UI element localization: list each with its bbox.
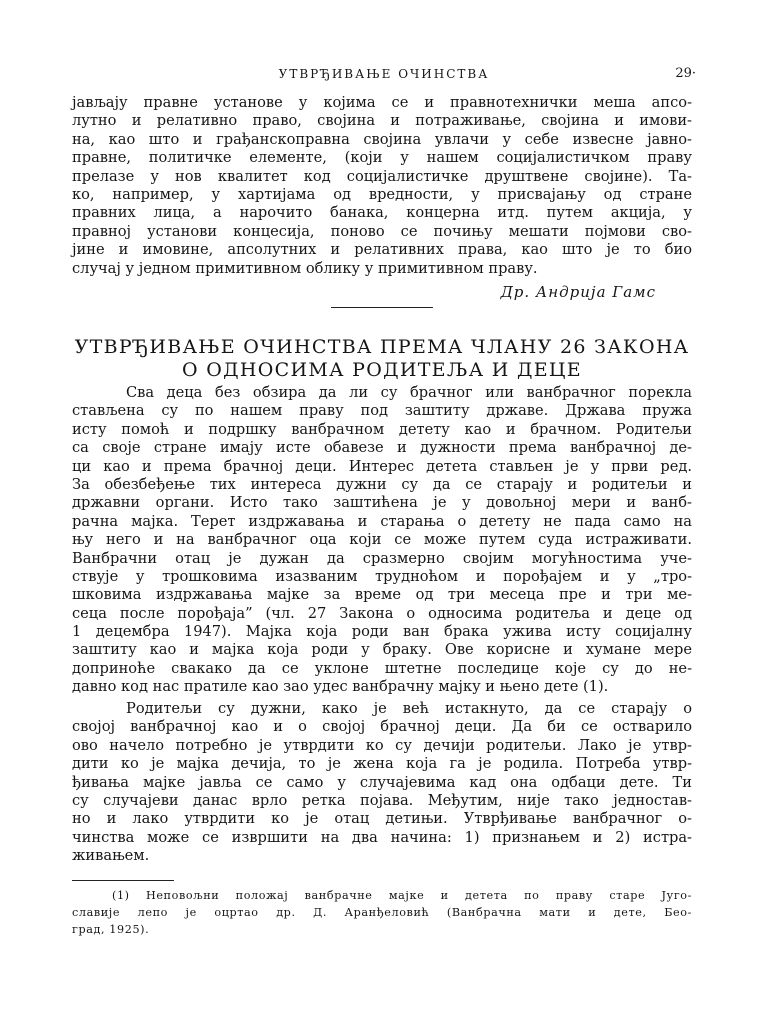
text-line: правних лица, а нарочито банака, концерна итд. путем акција, у bbox=[72, 204, 692, 222]
paragraph-2 bbox=[72, 700, 692, 866]
text-line: рачна мајка. Терет издржавања и старања о детету не пада само на bbox=[72, 512, 692, 530]
text-line: Сва деца без обзира да ли су брачног или ванбрачног порекла bbox=[126, 384, 692, 401]
text-line: јављају правне установе у којима се и правнотехнички меша апсо- bbox=[72, 94, 692, 111]
text-line: Родитељи су дужни, како је већ истакнуто, да се старају о bbox=[126, 700, 692, 717]
text-line: јине и имовине, апсолутних и релативних права, као што је то био bbox=[72, 241, 692, 259]
text-line: давно код нас пратиле као зао удес ванбрачну мајку и њено дете (1). bbox=[72, 678, 609, 696]
text-line: Ванбрачни отац је дужан да сразмерно својим могућностима уче- bbox=[72, 549, 692, 567]
text-line: државни органи. Исто тако заштићена је у довољној мери и ванб- bbox=[72, 494, 692, 512]
footnote bbox=[72, 887, 692, 938]
running-title: УТВРЂИВАЊЕ ОЧИНСТВА bbox=[278, 67, 490, 81]
text-line: ци као и према брачној деци. Интерес детета стављен је у први ред. bbox=[72, 457, 692, 475]
text-line: прелазе у нов квалитет код социјалистичке друштвене својине). Та- bbox=[72, 167, 692, 185]
footnote-line: град, 1925). bbox=[72, 923, 150, 936]
text-line: њу него и на ванбрачног оца који се може путем суда истраживати. bbox=[72, 531, 692, 549]
previous-article-ending bbox=[72, 94, 692, 278]
text-line: ствује у трошковима изазваним трудноћом и порођајем и у „тро- bbox=[72, 567, 692, 585]
footnote-rule bbox=[72, 880, 174, 881]
article-title bbox=[72, 336, 692, 382]
article-title-line-1: УТВРЂИВАЊЕ ОЧИНСТВА ПРЕМА ЧЛАНУ 26 ЗАКОНА bbox=[74, 336, 690, 358]
text-line: 1 децембра 1947). Мајка која роди ван брака ужива исту социјалну bbox=[72, 623, 692, 641]
text-line: са своје стране имају исте обавезе и дужности према ванбрачној де- bbox=[72, 439, 692, 457]
running-header bbox=[0, 66, 768, 84]
page-number: 29· bbox=[675, 66, 696, 81]
text-line: ко, например, у хартијама од вредности, у присвајању од стране bbox=[72, 185, 692, 203]
text-line: стављена су по нашем праву под заштиту државе. Држава пружа bbox=[72, 402, 692, 420]
text-line: правној установи концесија, поново се почињу мешати појмови сво- bbox=[72, 222, 692, 240]
text-line: чинства може се извршити на два начина: 1) признањем и 2) истра- bbox=[72, 828, 692, 846]
text-line: лутно и релативно право, својина и потраживање, својина и имови- bbox=[72, 112, 692, 130]
text-line: шковима издржавања мајке за време од три месеца пре и три ме- bbox=[72, 586, 692, 604]
text-line: су случајеви данас врло ретка појава. Међутим, није тако једностав- bbox=[72, 791, 692, 809]
section-divider bbox=[331, 307, 433, 308]
text-line: живањем. bbox=[72, 847, 150, 865]
text-line: случај у једном примитивном облику у примитивном праву. bbox=[72, 259, 538, 277]
text-line: правне, политичке елементе, (који у нашем социјалистичком праву bbox=[72, 149, 692, 167]
text-line: ово начело потребно је утврдити ко су дечији родитељи. Лако је утвр- bbox=[72, 736, 692, 754]
text-line: сеца после порођаја” (чл. 27 Закона о односима родитеља и деце од bbox=[72, 604, 692, 622]
author-signature: Др. Андрија Гамс bbox=[500, 283, 656, 301]
text-line: За обезбеђење тих интереса дужни су да се старају и родитељи и bbox=[72, 475, 692, 493]
text-line: доприноће свакако да се уклоне штетне последице које су до не- bbox=[72, 659, 692, 677]
text-line: својој ванбрачној као и о својој брачној деци. Да би се остварило bbox=[72, 718, 692, 736]
text-line: исту помоћ и подршку ванбрачном детету као и брачном. Родитељи bbox=[72, 420, 692, 438]
footnote-line: славије лепо је оцртао др. Д. Аранђеловић (Ванбрачна мати и дете, Бео- bbox=[72, 906, 692, 919]
text-line: но и лако утврдити ко је отац детињи. Утврђивање ванбрачног о- bbox=[72, 810, 692, 828]
article-title-line-2: О ОДНОСИМА РОДИТЕЉА И ДЕЦЕ bbox=[182, 359, 582, 381]
footnote-line: (1) Неповољни положај ванбрачне мајке и детета по праву старе Југо- bbox=[112, 889, 692, 902]
paragraph-1 bbox=[72, 384, 692, 697]
text-line: дити ко је мајка дечија, то је жена која га је родила. Потреба утвр- bbox=[72, 755, 692, 773]
text-line: заштиту као и мајка која роди у браку. Ове корисне и хумане мере bbox=[72, 641, 692, 659]
text-line: на, као што и грађанскоправна својина увлачи у себе извесне јавно- bbox=[72, 130, 692, 148]
text-line: ђивања мајке јавља се само у случајевима кад она одбаци дете. Ти bbox=[72, 773, 692, 791]
